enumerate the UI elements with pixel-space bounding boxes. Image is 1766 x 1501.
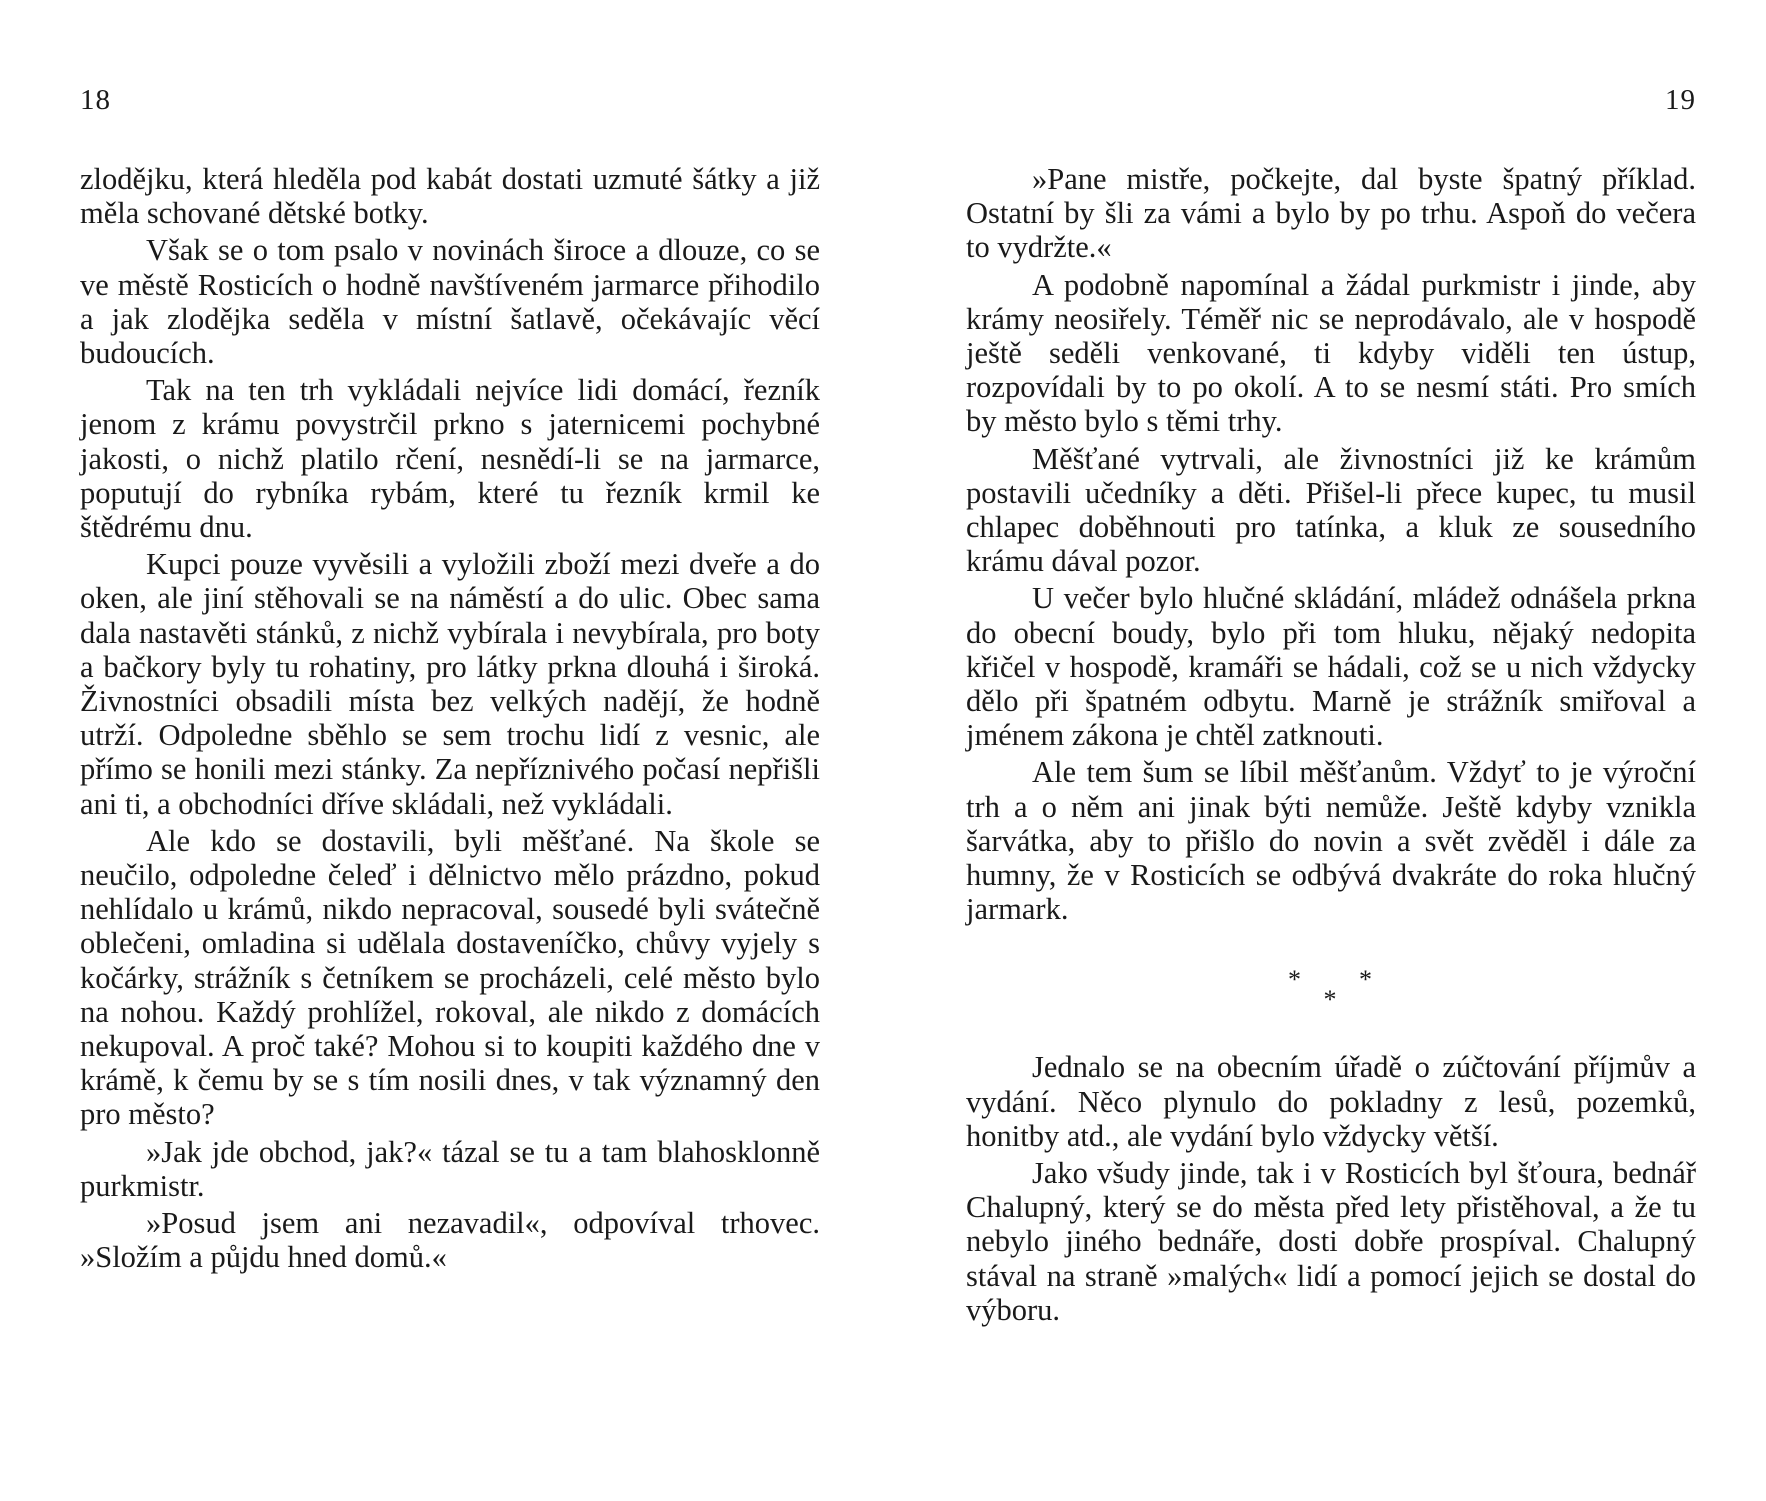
paragraph: »Posud jsem ani nezavadil«, odpovíval trhovec. »Složím a půjdu hned domů.« [80,1206,820,1275]
left-page [80,0,820,1501]
separator-star: * [1323,985,1339,1015]
page-number-right: 19 [1665,84,1696,116]
paragraph: zlodějku, která hleděla pod kabát dostati uzmuté šátky a již měla schované dětské botky. [80,162,820,231]
paragraph: Však se o tom psalo v novinách široce a dlouze, co se ve městě Rosticích o hodně navštíveném jarmarce přihodilo a jak zlodějka seděla v místní šatlavě, očekávajíc věcí budoucích. [80,233,820,371]
paragraph: A podobně napomínal a žádal purkmistr i jinde, aby krámy neosiřely. Téměř nic se neprodávalo, ale v hospodě ještě seděli venkované, ti kdyby viděli ten ústup, rozpovídali by to po okolí. A to se nesmí státi. Pro smích by město bylo s těmi trhy. [966,267,1696,439]
paragraph: Kupci pouze vyvěsili a vyložili zboží mezi dveře a do oken, ale jiní stěhovali se na náměstí a do ulic. Obec sama dala nastavěti stánků, z nichž vybírala i nevybírala, pro boty a bačkory byly tu rohatiny, pro látky prkna dlouhá i široká. Živnostníci obsadili místa bez velkých nadějí, že hodně utrží. Odpoledne sběhlo se sem trochu lidí z vesnic, ale přímo se honili mezi stánky. Za nepříznivého počasí nepřišli ani ti, a obchodníci dříve skládali, než vykládali. [80,547,820,821]
paragraph: Jako všudy jinde, tak i v Rosticích byl šťoura, bednář Chalupný, který se do města před lety přistěhoval, a že tu nebylo jiného bednáře, dosti dobře prospíval. Chalupný stával na straně »malých« lidí a pomocí jejich se dostal do výboru. [966,1156,1696,1327]
section-separator [966,965,1696,1015]
paragraph: U večer bylo hlučné skládání, mládež odnášela prkna do obecní boudy, bylo při tom hluku, nějaký nedopita křičel v hospodě, kramáři se hádali, což se u nich vždycky dělo při špatném odbytu. Marně je strážník smiřoval a jménem zákona je chtěl zatknouti. [966,581,1696,753]
paragraph: Ale tem šum se líbil měšťanům. Vždyť to je výroční trh a o něm ani jinak býti nemůže. Ještě kdyby vznikla šarvátka, aby to přišlo do novin a svět zvěděl i dále za humny, že v Rosticích se odbývá dvakráte do roka hlučný jarmark. [966,755,1696,927]
paragraph: Tak na ten trh vykládali nejvíce lidi domácí, řezník jenom z krámu povystrčil prkno s jaternicemi pochybné jakosti, o nichž platilo rčení, nesnědí-li se na jarmarce, poputují do rybníka rybám, které tu řezník krmil ke štědrému dnu. [80,373,820,545]
paragraph: »Jak jde obchod, jak?« tázal se tu a tam blahosklonně purkmistr. [80,1134,820,1203]
separator-star: * [1359,965,1374,995]
paragraph: Jednalo se na obecním úřadě o zúčtování příjmův a vydání. Něco plynulo do pokladny z lesů, pozemků, honitby atd., ale vydání bylo vždycky větší. [966,1050,1696,1153]
left-page-text [80,162,820,1278]
separator-star: * [1288,965,1303,995]
paragraph: Ale kdo se dostavili, byli měšťané. Na škole se neučilo, odpoledne čeleď i dělnictvo mělo prázdno, pokud nehlídalo u krámů, nikdo nepracoval, sousedé byli svátečně oblečeni, omladina si udělala dostaveníčko, chůvy vyjely s kočárky, strážník s četníkem se procházeli, celé město bylo na nohou. Každý prohlížel, rokoval, ale nikdo z domácích nekupoval. A proč také? Mohou si to koupiti každého dne v krámě, k čemu by se s tím nosili dnes, v tak významný den pro město? [80,823,820,1132]
right-page-text [966,162,1696,1330]
page-number-left: 18 [80,84,111,116]
paragraph: »Pane mistře, počkejte, dal byste špatný příklad. Ostatní by šli za vámi a bylo by po trhu. Aspoň do večera to vydržte.« [966,162,1696,265]
right-page [966,0,1696,1501]
paragraph: Měšťané vytrvali, ale živnostníci již ke krámům postavili učedníky a děti. Přišel-li přece kupec, tu musil chlapec doběhnouti pro tatínka, a kluk ze sousedního krámu dával pozor. [966,441,1696,579]
